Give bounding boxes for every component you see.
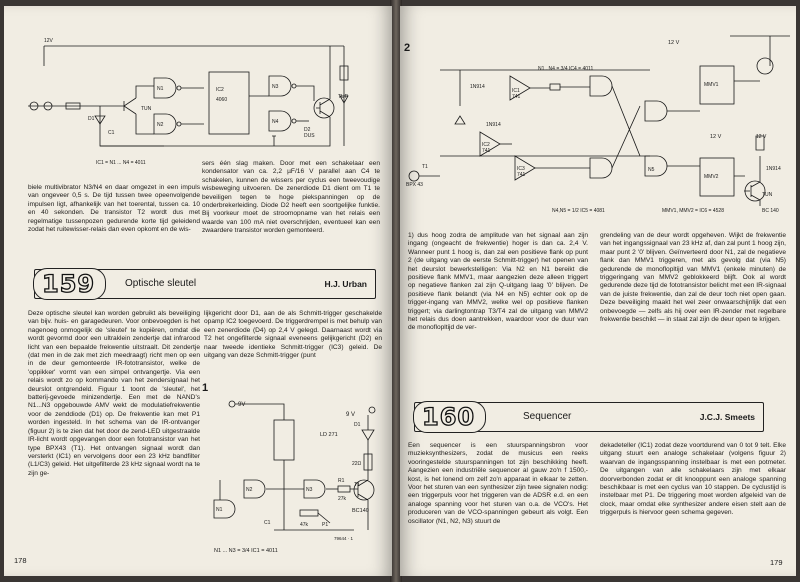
fig2-12v-mid: 12 V: [710, 134, 722, 140]
fig2-number: 2: [404, 42, 411, 54]
ic2-part-label: 4060: [216, 97, 228, 103]
fig2-n5-label: N5: [648, 167, 655, 173]
right-col2-top-text: grendeling van de deur wordt opgeheven. Wijkt de frekwentie van het ingangssignaal van 23 kHz af, dan zal punt 1 hoog zijn, maar punt 2 '0' blijven. Geïnverteerd door N1, zal de negatieve flank dan MMV1 triggeren, met als gevolg dat (via N5) gedurende de monoflopltijd van MMV1 (enkele minuten) de triggeringang van MMV2 geblokkeerd blijft. Ook al wordt gedurende deze tijd de fototransistor belicht met een IR-signaal van de juiste frekwentie, dan zal de deur toch niet open gaan. Deze beveiliging maakt het wel zeer onwaarschijnlijk dat een onbevoegde — zelfs als hij over een IR-zender met regelbare frekwentie beschikt — in staat zal zijn de deur open te krijgen.: [600, 232, 786, 324]
d2-label: D2: [304, 127, 311, 133]
fig2-d5-label: 1N914: [766, 166, 781, 172]
d1-label: D1: [88, 116, 95, 122]
fig1-p1-label: P1: [322, 522, 329, 528]
fig1-d1-label: D1: [354, 422, 361, 428]
fig2-d1-label: 1N914: [470, 84, 485, 90]
fig2-bc140-label: BC 140: [762, 208, 779, 214]
fig1-r1-value: 27k: [338, 496, 347, 502]
fig2-ic2-part: 741: [482, 148, 491, 154]
fig2-ic1-label: IC1: [512, 88, 520, 94]
fig2-12v-right: 12 V: [756, 134, 767, 140]
fig2-schematic: [400, 6, 796, 216]
fig2-mmv1-label: MMV1: [704, 82, 719, 88]
fig2-ic3-part: 741: [517, 172, 526, 178]
left-col2-top-text: sers één slag maken. Door met een schakelaar een kondensator van ca. 2,2 µF/16 V parallel aan C4 te schakelen, kunnen de wissers per cyclus een tweevoudige wisbeweging uitvoeren. De zenerdiode D1 dient om T1 te beveiligen tegen te hoge piekspanningen op de onderbrekerleiding. Diode D2 heeft een soortgelijke funktie. Bij voorkeur moet de stroomopname van het relais een waarde van 100 mA niet overschrijden, eventueel kan een zwaardere transistor worden gemonteerd.: [202, 160, 380, 235]
fig2-ic-caption: N1...N4 = 3/4 IC4 = 4011: [538, 66, 594, 72]
fig1-n1-label: N1: [216, 507, 223, 513]
left-col1-text: Deze optische sleutel kan worden gebruikt als beveiliging van bijv. huis- en garagedeuren. Voor onbevoegden is het nagenoeg onmogelijk de 'sleutel' te kopiëren, omdat die wordt gevormd door een ultraklein zendertje dat infrarood licht van een bepaalde frekwentie uitstraalt. Dit zendertje (dat men in de zak met zich meedraagt) richt men op een in de deur gemonteerde IR-fototransistor, welke de 'oppikker' vormt van een simpel ontvangertje. Via een relais wordt zo op kommando van het zendersignaal het deurslot ontgrendeld. Figuur 1 toont de 'sleutel', het batterij-gevoede minizendertje. Een met de NAND's N1...N3 opgebouwde AMV wekt de modulatiefrekwentie voor de zenddiode (D1) op. De frekwentie kan met P1 worden ingesteld. In het schema van de IR-ontvanger (figuur 2) is te zien dat het door de zend-LED uitgestraalde IR-licht wordt opgevangen door een fototransistor van het type BPX43 (T1). Het ontvangen signaal wordt dan versterkt (IC1) en vervolgens door een 23 kHz bandfilter (L1/C3) geleid. Het uitgefilterde 23 kHz signaal wordt na te zijn ge-: [28, 310, 200, 477]
n4-label: N4: [272, 119, 279, 125]
fig1-number: 1: [202, 382, 209, 394]
right-page: [400, 6, 796, 576]
n3-label: N3: [272, 84, 279, 90]
c1-label: C1: [108, 130, 115, 136]
article-159-number: 159: [42, 270, 96, 298]
fig1-r3-label: 22Ω: [352, 461, 362, 467]
article-159-title: Optische sleutel: [125, 278, 197, 289]
article-160-title: Sequencer: [523, 411, 572, 422]
right-col1-text: Een sequencer is een stuurspanningsbron voor muzieksynthesizers, zodat de musicus een reeks vooringestelde stuurspanningen tot zijn beschikking heeft. Aangezien een industriële sequencer al gauw zo'n f 1500,- kost, is het lonend om zelf zo'n apparaat in elkaar te zetten. Voor het sturen van een synthesizer zijn twee signalen nodig: een triggerpuls voor het triggeren van de ADSR e.d. en een analoge spanning voor het sturen van o.a. de VCO's. Het produceren van de VCO-spanningen gebeurt als volgt. Een oscillator (N1, N2, N3) stuurt de: [408, 442, 588, 525]
fig2-caption-right: MMV1, MMV2 = IC6 = 4528: [662, 208, 724, 214]
d2-part-label: DUS: [304, 133, 315, 139]
left-col2-text: lijkgericht door D1, aan de als Schmitt-trigger geschakelde opamp IC2 toegevoerd. De triggerdrempel is met behulp van een zenerdiode (D4) op 2,4 V gelegd. Daarnaast wordt via T2 het ongefilterde signaal eveneens gelijkgericht (D2) en naar tweede identieke Schmitt-trigger (IC3) geleid. De uitgang van deze Schmitt-trigger (punt: [204, 310, 382, 360]
left-page: [4, 6, 392, 576]
fig2-bpx-label: BPX 43: [406, 182, 423, 188]
fig1-schematic: [204, 390, 384, 555]
fig1-code: 79644 · 1: [334, 536, 354, 541]
fig1-r2-label: 47k: [300, 522, 309, 528]
t1-label: TUN: [141, 106, 152, 112]
fig1-t1-part: BC140: [352, 508, 369, 514]
right-col2-text: dekadeteller (IC1) zodat deze voortdurend van 0 tot 9 telt. Elke uitgang stuurt een analoge schakelaar (volgens figuur 2) waarvan de ingangsspanning instelbaar is met een potmeter. De uitgangen van alle schakelaars zijn met elkaar doorverbonden zodat er dit knooppunt een analoge spanning beschikbaar is met een cyclus van 10 stappen. De cyclustijd is instelbaar met P1. De triggering moet worden afgeleid van de clock, maar omdat elke synthesizer andere eisen stelt aan de triggerpuls is hiervoor geen schema gegeven.: [600, 442, 786, 517]
fig2-t1-label: T1: [422, 164, 428, 170]
fig1-r1-label: R1: [338, 478, 345, 484]
fig2-caption-left: N4,N5 = 1/2 IC5 = 4081: [552, 208, 605, 214]
fig2-ic2-label: IC2: [482, 142, 490, 148]
right-page-number: 179: [770, 558, 783, 567]
t2-label: TUP: [338, 94, 348, 100]
article-159-author: H.J. Urban: [324, 279, 367, 289]
fig2-d2-label: 1N914: [486, 122, 501, 128]
top-left-schematic: [4, 6, 392, 166]
fig1-9v-right: 9 V: [346, 412, 356, 418]
fig1-led-label: LD 271: [320, 432, 338, 438]
fig1-caption: N1 ... N3 = 3/4 IC1 = 4011: [214, 548, 278, 554]
fig1-n3-label: N3: [306, 487, 313, 493]
article-160-number-box: [413, 401, 486, 433]
fig1-c1-label: C1: [264, 520, 271, 526]
fig1-9v-left: 9V: [238, 402, 246, 408]
fig2-ic3-label: IC3: [517, 166, 525, 172]
left-col1-top-text: biele multivibrator N3/N4 en daar omgezet in een impuls van ongeveer 0,5 s. De tijd tussen twee opeenvolgende impulsen ligt, afhankelijk van het toerental, tussen ca. 10 en 40 sekonden. De transistor T2 wordt dus met regelmatige tussenpozen gedurende korte tijd geleidend zodat het ruitewisser-relais dan even opkomt en de wis-: [28, 184, 200, 234]
article-160-heading: [414, 402, 764, 432]
supply-label: 12V: [44, 38, 53, 44]
fig2-ic1-part: 741: [512, 94, 521, 100]
fig1-t1-label: T1: [354, 482, 360, 488]
article-159-number-box: [33, 268, 106, 300]
n2-label: N2: [157, 122, 164, 128]
fig2-mmv2-label: MMV2: [704, 174, 719, 180]
left-page-number: 178: [14, 556, 27, 565]
fig2-12v-top: 12 V: [668, 40, 680, 46]
article-160-author: J.C.J. Smeets: [699, 412, 755, 422]
fig2-tun-label: TUN: [762, 192, 773, 198]
fig1-n2-label: N2: [246, 487, 253, 493]
article-159-heading: [34, 269, 376, 299]
article-160-number: 160: [422, 403, 476, 431]
n1-label: N1: [157, 86, 164, 92]
ic2-label: IC2: [216, 87, 224, 93]
top-schematic-caption: IC1 = N1 ... N4 = 4011: [96, 160, 146, 166]
right-col1-top-text: 1) dus hoog zodra de amplitude van het signaal aan zijn ingang (ongeacht de frekwentie) hoger is dan ca. 2,4 V. Wanneer punt 1 hoog is, dan zal een positieve flank op punt 2 (de uitgang van de eerste Schmitt-trigger) het openen van het deurslot bewerkstelligen: Via N2 en N1 bereikt die positieve flank MMV1, maar aangezien deze alleen triggert op negatieve flanken zal zijn Q-uitgang laag '0' blijven. De positieve flank belandt (via N4 en N5) echter ook op de trigger-ingang van MMV2, welke wel op positieve flanken triggert; via darlingtontrap T3/T4 zal de uitgang van MMV2 het relais dus doen aantrekken, waardoor voor de duur van de monoflopltijd de ver-: [408, 232, 588, 332]
